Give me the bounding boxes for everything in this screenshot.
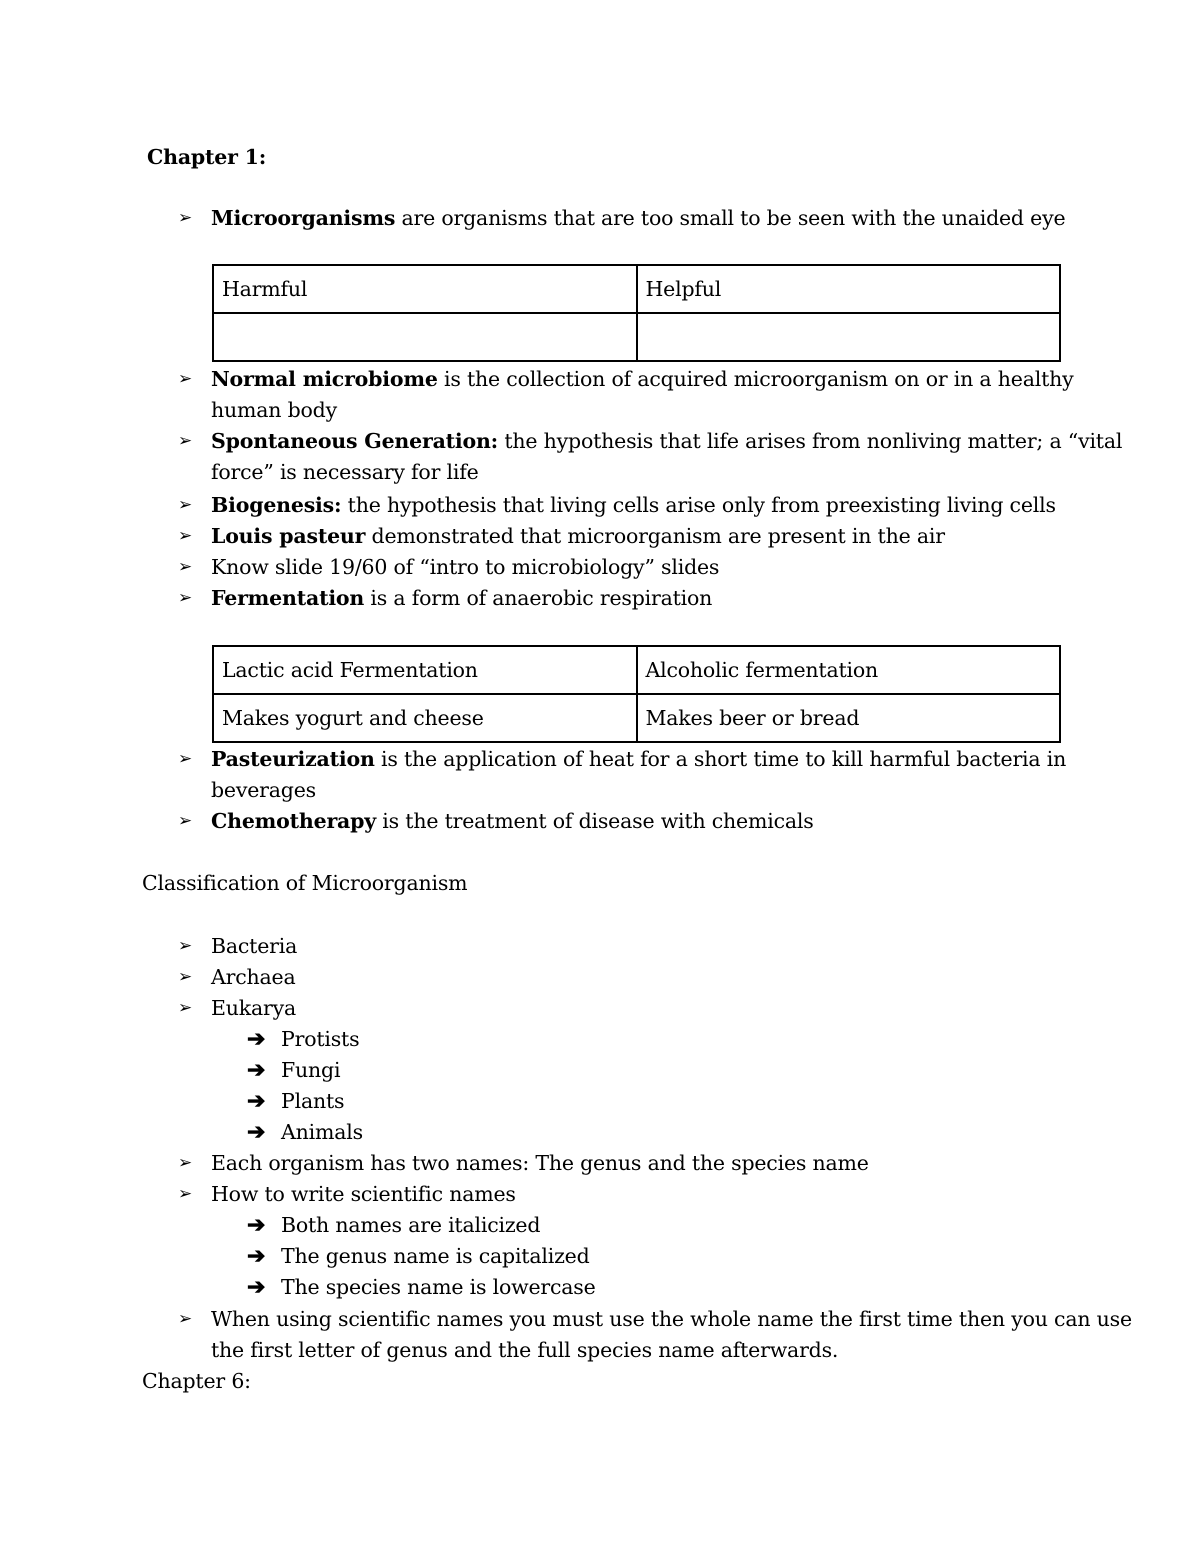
list-item-know-slide: Know slide 19/60 of “intro to microbiology” slides (211, 555, 720, 579)
bullet-icon: ➢ (178, 811, 193, 831)
sub-item-italicized: Both names are italicized (281, 1213, 541, 1237)
bullet-icon: ➢ (178, 495, 193, 515)
chapter-1-heading: Chapter 1: (147, 145, 267, 169)
list-item-continuation: beverages (211, 778, 316, 802)
list-item-how-to-write: How to write scientific names (211, 1182, 516, 1206)
harmful-helpful-table (212, 264, 1061, 362)
sub-item-protists: Protists (281, 1027, 360, 1051)
bullet-icon: ➢ (178, 1184, 193, 1204)
bullet-icon: ➢ (178, 749, 193, 769)
bullet-icon: ➢ (178, 526, 193, 546)
sub-item-fungi: Fungi (281, 1058, 341, 1082)
list-item-continuation: force” is necessary for life (211, 460, 479, 484)
list-item-usage: When using scientific names you must use the whole name the first time then you can use (211, 1307, 1132, 1331)
sub-item-animals: Animals (281, 1120, 363, 1144)
table-header-alcoholic: Alcoholic fermentation (637, 646, 1061, 694)
bullet-icon: ➢ (178, 936, 193, 956)
table-header-helpful: Helpful (637, 265, 1061, 313)
list-item-eukarya: Eukarya (211, 996, 297, 1020)
list-item-microorganisms: Microorganisms are organisms that are too small to be seen with the unaided eye (211, 206, 1066, 230)
table-header-lactic: Lactic acid Fermentation (213, 646, 637, 694)
table-row (213, 265, 1060, 313)
sub-item-lowercase: The species name is lowercase (281, 1275, 596, 1299)
list-item-archaea: Archaea (211, 965, 296, 989)
bullet-icon: ➢ (178, 1309, 193, 1329)
sub-item-capitalized: The genus name is capitalized (281, 1244, 590, 1268)
arrow-icon: ➔ (247, 1088, 266, 1114)
arrow-icon: ➔ (247, 1212, 266, 1238)
bullet-icon: ➢ (178, 967, 193, 987)
bullet-icon: ➢ (178, 369, 193, 389)
table-cell-empty (637, 313, 1061, 361)
list-item-biogenesis: Biogenesis: the hypothesis that living cells arise only from preexisting living cells (211, 493, 1056, 517)
arrow-icon: ➔ (247, 1274, 266, 1300)
arrow-icon: ➔ (247, 1026, 266, 1052)
table-row (213, 313, 1060, 361)
table-header-harmful: Harmful (213, 265, 637, 313)
bullet-icon: ➢ (178, 431, 193, 451)
list-item-pasteurization: Pasteurization is the application of heat for a short time to kill harmful bacteria in (211, 747, 1067, 771)
classification-heading: Classification of Microorganism (142, 871, 468, 895)
list-item-chemotherapy: Chemotherapy is the treatment of disease with chemicals (211, 809, 814, 833)
list-item-spontaneous-generation: Spontaneous Generation: the hypothesis that life arises from nonliving matter; a “vital (211, 429, 1123, 453)
arrow-icon: ➔ (247, 1119, 266, 1145)
bullet-icon: ➢ (178, 1153, 193, 1173)
fermentation-table (212, 645, 1061, 743)
table-row (213, 694, 1060, 742)
chapter-6-heading: Chapter 6: (142, 1369, 251, 1393)
list-item-continuation: human body (211, 398, 337, 422)
bullet-icon: ➢ (178, 998, 193, 1018)
list-item-bacteria: Bacteria (211, 934, 298, 958)
list-item-louis-pasteur: Louis pasteur demonstrated that microorganism are present in the air (211, 524, 945, 548)
bullet-icon: ➢ (178, 208, 193, 228)
arrow-icon: ➔ (247, 1243, 266, 1269)
list-item-two-names: Each organism has two names: The genus and the species name (211, 1151, 869, 1175)
table-row (213, 646, 1060, 694)
list-item-normal-microbiome: Normal microbiome is the collection of acquired microorganism on or in a healthy (211, 367, 1074, 391)
table-cell: Makes beer or bread (637, 694, 1061, 742)
table-cell: Makes yogurt and cheese (213, 694, 637, 742)
bullet-icon: ➢ (178, 588, 193, 608)
table-cell-empty (213, 313, 637, 361)
sub-item-plants: Plants (281, 1089, 345, 1113)
arrow-icon: ➔ (247, 1057, 266, 1083)
list-item-continuation: the first letter of genus and the full species name afterwards. (211, 1338, 839, 1362)
bullet-icon: ➢ (178, 557, 193, 577)
list-item-fermentation: Fermentation is a form of anaerobic respiration (211, 586, 713, 610)
